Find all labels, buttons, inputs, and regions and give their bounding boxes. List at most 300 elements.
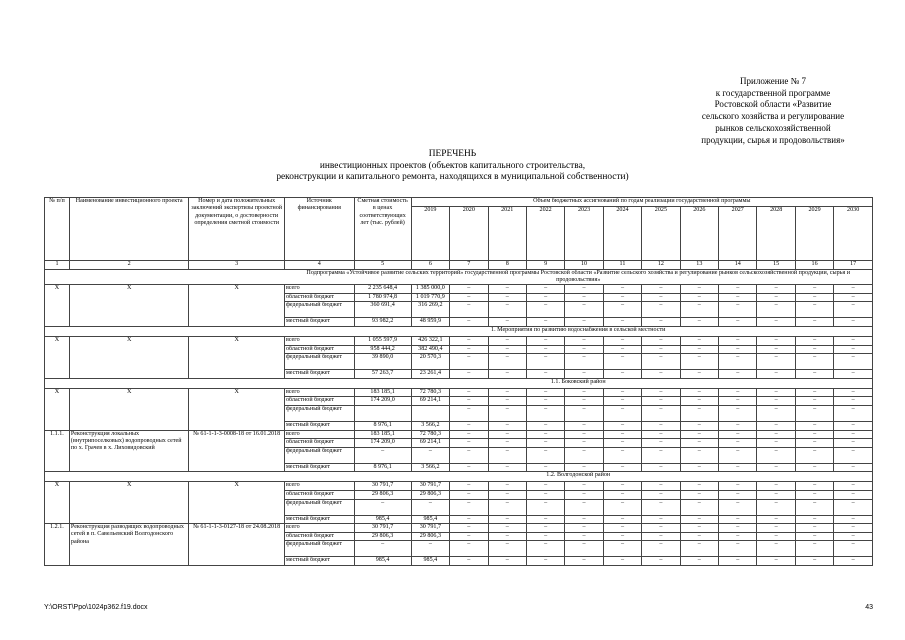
budget-year-value: – bbox=[603, 318, 641, 327]
budget-year-value: – bbox=[450, 490, 488, 499]
budget-year-value: – bbox=[719, 463, 757, 472]
budget-year-value: – bbox=[795, 482, 833, 491]
budget-year-value: – bbox=[565, 336, 603, 345]
budget-year-value: – bbox=[450, 532, 488, 541]
budget-year-value: – bbox=[795, 302, 833, 318]
estimated-cost: 93 982,2 bbox=[354, 318, 411, 327]
funding-source: всего bbox=[284, 336, 354, 345]
budget-year-value: – bbox=[565, 447, 603, 463]
budget-year-value: – bbox=[603, 541, 641, 557]
budget-year-value: – bbox=[757, 302, 795, 318]
section-title-row bbox=[45, 269, 873, 285]
funding-source: областной бюджет bbox=[284, 397, 354, 406]
budget-year-value: – bbox=[526, 285, 564, 294]
budget-year-value: – bbox=[450, 515, 488, 524]
budget-year-value: – bbox=[834, 482, 873, 491]
budget-year-value: – bbox=[526, 447, 564, 463]
budget-year-value: – bbox=[719, 499, 757, 515]
budget-2019: – bbox=[411, 541, 449, 557]
budget-year-value: – bbox=[603, 490, 641, 499]
budget-year-value: – bbox=[488, 318, 526, 327]
section-title-spacer bbox=[45, 378, 285, 388]
estimated-cost: 57 263,7 bbox=[354, 370, 411, 379]
budget-year-value: – bbox=[488, 397, 526, 406]
budget-year-value: – bbox=[488, 370, 526, 379]
budget-year-value: – bbox=[526, 541, 564, 557]
funding-source: местный бюджет bbox=[284, 318, 354, 327]
budget-year-value: – bbox=[642, 354, 680, 370]
budget-year-value: – bbox=[719, 439, 757, 448]
budget-year-value: – bbox=[680, 318, 718, 327]
section-title-row bbox=[45, 378, 873, 388]
budget-year-value: – bbox=[603, 499, 641, 515]
budget-year-value: – bbox=[603, 293, 641, 302]
section-title: 1.2. Волгодонской район bbox=[284, 472, 872, 482]
budget-year-value: – bbox=[526, 430, 564, 439]
document-heading bbox=[0, 149, 905, 184]
budget-year-value: – bbox=[565, 515, 603, 524]
budget-year-value: – bbox=[680, 285, 718, 294]
funding-source: всего bbox=[284, 430, 354, 439]
budget-year-value: – bbox=[642, 482, 680, 491]
budget-year-value: – bbox=[757, 482, 795, 491]
budget-year-value: – bbox=[642, 541, 680, 557]
budget-year-value: – bbox=[680, 336, 718, 345]
appendix-note bbox=[640, 76, 905, 146]
budget-year-value: – bbox=[719, 370, 757, 379]
budget-year-value: – bbox=[834, 405, 873, 421]
expertise-conclusion: № 61-1-1-3-0008-18 от 16.01.2018 bbox=[189, 430, 285, 472]
project-number: 1.2.1. bbox=[45, 524, 70, 566]
budget-year-value: – bbox=[526, 557, 564, 566]
budget-year-value: – bbox=[757, 421, 795, 430]
budget-year-value: – bbox=[603, 532, 641, 541]
budget-year-value: – bbox=[450, 354, 488, 370]
budget-year-value: – bbox=[834, 397, 873, 406]
budget-year-value: – bbox=[488, 557, 526, 566]
budget-year-value: – bbox=[757, 524, 795, 533]
appendix-line: продукции, сырья и продовольствия» bbox=[701, 134, 845, 145]
investment-projects-table bbox=[44, 197, 873, 584]
budget-year-value: – bbox=[719, 302, 757, 318]
budget-year-value: – bbox=[565, 345, 603, 354]
budget-year-value: – bbox=[526, 354, 564, 370]
estimated-cost: 183 185,1 bbox=[354, 388, 411, 397]
header-year: 2024 bbox=[603, 207, 641, 261]
budget-year-value: – bbox=[450, 318, 488, 327]
budget-2019: 30 791,7 bbox=[411, 524, 449, 533]
heading-line: ПЕРЕЧЕНЬ bbox=[428, 149, 477, 159]
budget-2019: 3 566,2 bbox=[411, 421, 449, 430]
header-project-name: Наименование инвестиционного проекта bbox=[69, 198, 188, 261]
budget-year-value: – bbox=[450, 541, 488, 557]
budget-year-value: – bbox=[488, 482, 526, 491]
budget-year-value: – bbox=[565, 557, 603, 566]
budget-2019: 20 570,3 bbox=[411, 354, 449, 370]
budget-year-value: – bbox=[450, 302, 488, 318]
budget-year-value: – bbox=[603, 370, 641, 379]
estimated-cost: 360 691,4 bbox=[354, 302, 411, 318]
budget-year-value: – bbox=[603, 557, 641, 566]
budget-year-value: – bbox=[526, 490, 564, 499]
estimated-cost: 1 055 597,9 bbox=[354, 336, 411, 345]
budget-year-value: – bbox=[642, 430, 680, 439]
budget-year-value: – bbox=[450, 524, 488, 533]
budget-year-value: – bbox=[795, 293, 833, 302]
budget-year-value: – bbox=[834, 302, 873, 318]
budget-year-value: – bbox=[680, 439, 718, 448]
budget-year-value: – bbox=[488, 405, 526, 421]
column-number: 1 bbox=[45, 261, 70, 270]
budget-2019: 316 269,2 bbox=[411, 302, 449, 318]
budget-year-value: – bbox=[719, 482, 757, 491]
budget-year-value: – bbox=[565, 430, 603, 439]
estimated-cost bbox=[354, 405, 411, 421]
project-name: Реконструкция разводящих водопроводных сетей в п. Савельевский Волгодонского района bbox=[69, 524, 188, 566]
budget-year-value: – bbox=[795, 370, 833, 379]
budget-2019 bbox=[411, 405, 449, 421]
budget-year-value: – bbox=[526, 318, 564, 327]
budget-year-value: – bbox=[565, 421, 603, 430]
budget-year-value: – bbox=[680, 499, 718, 515]
funding-source: областной бюджет bbox=[284, 345, 354, 354]
budget-year-value: – bbox=[450, 482, 488, 491]
budget-year-value: – bbox=[680, 532, 718, 541]
budget-year-value: – bbox=[757, 515, 795, 524]
expertise-conclusion: Х bbox=[189, 388, 285, 430]
column-number: 14 bbox=[719, 261, 757, 270]
project-name: Х bbox=[69, 285, 188, 327]
budget-year-value: – bbox=[603, 345, 641, 354]
funding-source: местный бюджет bbox=[284, 421, 354, 430]
budget-year-value: – bbox=[642, 405, 680, 421]
budget-year-value: – bbox=[603, 285, 641, 294]
budget-year-value: – bbox=[603, 524, 641, 533]
budget-year-value: – bbox=[834, 421, 873, 430]
budget-year-value: – bbox=[719, 405, 757, 421]
budget-year-value: – bbox=[488, 532, 526, 541]
budget-year-value: – bbox=[757, 557, 795, 566]
column-number: 15 bbox=[757, 261, 795, 270]
budget-year-value: – bbox=[719, 430, 757, 439]
budget-year-value: – bbox=[488, 524, 526, 533]
budget-year-value: – bbox=[757, 439, 795, 448]
budget-year-value: – bbox=[488, 293, 526, 302]
estimated-cost: 985,4 bbox=[354, 515, 411, 524]
column-number: 7 bbox=[450, 261, 488, 270]
budget-year-value: – bbox=[680, 524, 718, 533]
budget-year-value: – bbox=[526, 397, 564, 406]
budget-year-value: – bbox=[565, 285, 603, 294]
estimated-cost: 183 185,1 bbox=[354, 430, 411, 439]
column-number: 10 bbox=[565, 261, 603, 270]
table-row bbox=[45, 482, 873, 491]
heading-line: реконструкции и капитального ремонта, находящихся в муниципальной собственности) bbox=[276, 172, 629, 183]
table-row bbox=[45, 336, 873, 345]
budget-year-value: – bbox=[834, 345, 873, 354]
funding-source: федеральный бюджет bbox=[284, 541, 354, 557]
budget-year-value: – bbox=[795, 499, 833, 515]
budget-year-value: – bbox=[834, 318, 873, 327]
funding-source: областной бюджет bbox=[284, 532, 354, 541]
table-row bbox=[45, 388, 873, 397]
estimated-cost: 174 209,0 bbox=[354, 439, 411, 448]
budget-year-value: – bbox=[757, 293, 795, 302]
column-number: 9 bbox=[526, 261, 564, 270]
budget-year-value: – bbox=[450, 430, 488, 439]
budget-year-value: – bbox=[642, 524, 680, 533]
project-number: Х bbox=[45, 388, 70, 430]
budget-year-value: – bbox=[834, 524, 873, 533]
expertise-conclusion: Х bbox=[189, 482, 285, 524]
header-cost: Сметная стоимость в ценах соответствующих лет (тыс. рублей) bbox=[354, 198, 411, 261]
budget-year-value: – bbox=[603, 354, 641, 370]
budget-2019: – bbox=[411, 447, 449, 463]
budget-year-value: – bbox=[565, 524, 603, 533]
column-number: 3 bbox=[189, 261, 285, 270]
budget-year-value: – bbox=[719, 397, 757, 406]
budget-year-value: – bbox=[680, 370, 718, 379]
budget-2019: – bbox=[411, 499, 449, 515]
budget-year-value: – bbox=[450, 370, 488, 379]
column-number: 6 bbox=[411, 261, 449, 270]
project-name: Реконструкция локальных (внутрипоселковых) водопроводных сетей по х. Грачев в х. Лиховидовский bbox=[69, 430, 188, 472]
budget-year-value: – bbox=[757, 354, 795, 370]
budget-year-value: – bbox=[719, 447, 757, 463]
budget-year-value: – bbox=[488, 463, 526, 472]
budget-year-value: – bbox=[526, 388, 564, 397]
budget-year-value: – bbox=[834, 541, 873, 557]
appendix-line: сельского хозяйства и регулирование bbox=[701, 111, 845, 122]
budget-year-value: – bbox=[719, 515, 757, 524]
budget-year-value: – bbox=[642, 490, 680, 499]
estimated-cost: – bbox=[354, 541, 411, 557]
estimated-cost: 30 791,7 bbox=[354, 524, 411, 533]
header-year: 2028 bbox=[757, 207, 795, 261]
budget-year-value: – bbox=[603, 336, 641, 345]
budget-year-value: – bbox=[680, 430, 718, 439]
budget-year-value: – bbox=[834, 463, 873, 472]
budget-year-value: – bbox=[642, 515, 680, 524]
budget-year-value: – bbox=[526, 336, 564, 345]
budget-year-value: – bbox=[680, 557, 718, 566]
budget-year-value: – bbox=[642, 463, 680, 472]
project-name: Х bbox=[69, 388, 188, 430]
budget-year-value: – bbox=[680, 515, 718, 524]
table-row bbox=[45, 524, 873, 533]
budget-year-value: – bbox=[642, 439, 680, 448]
budget-year-value: – bbox=[488, 490, 526, 499]
budget-year-value: – bbox=[488, 302, 526, 318]
funding-source: федеральный бюджет bbox=[284, 405, 354, 421]
budget-year-value: – bbox=[450, 439, 488, 448]
budget-year-value: – bbox=[488, 354, 526, 370]
budget-year-value: – bbox=[834, 388, 873, 397]
budget-year-value: – bbox=[757, 397, 795, 406]
budget-year-value: – bbox=[795, 515, 833, 524]
budget-year-value: – bbox=[795, 345, 833, 354]
estimated-cost: 8 976,1 bbox=[354, 463, 411, 472]
budget-2019: 72 780,3 bbox=[411, 430, 449, 439]
project-number: Х bbox=[45, 482, 70, 524]
budget-year-value: – bbox=[680, 421, 718, 430]
budget-year-value: – bbox=[450, 397, 488, 406]
budget-year-value: – bbox=[526, 515, 564, 524]
budget-year-value: – bbox=[488, 285, 526, 294]
estimated-cost: 29 806,3 bbox=[354, 532, 411, 541]
budget-year-value: – bbox=[795, 430, 833, 439]
budget-year-value: – bbox=[795, 439, 833, 448]
budget-2019: 23 261,4 bbox=[411, 370, 449, 379]
budget-year-value: – bbox=[565, 405, 603, 421]
estimated-cost: – bbox=[354, 499, 411, 515]
budget-year-value: – bbox=[565, 293, 603, 302]
estimated-cost: – bbox=[354, 447, 411, 463]
budget-year-value: – bbox=[642, 397, 680, 406]
budget-year-value: – bbox=[757, 447, 795, 463]
expertise-conclusion: Х bbox=[189, 285, 285, 327]
budget-year-value: – bbox=[603, 421, 641, 430]
budget-year-value: – bbox=[642, 388, 680, 397]
budget-year-value: – bbox=[834, 490, 873, 499]
budget-year-value: – bbox=[642, 302, 680, 318]
budget-year-value: – bbox=[642, 532, 680, 541]
column-numbers-row bbox=[45, 261, 873, 270]
budget-year-value: – bbox=[834, 293, 873, 302]
budget-year-value: – bbox=[603, 515, 641, 524]
project-number: Х bbox=[45, 336, 70, 378]
budget-year-value: – bbox=[834, 447, 873, 463]
budget-year-value: – bbox=[603, 388, 641, 397]
estimated-cost: 39 890,0 bbox=[354, 354, 411, 370]
budget-year-value: – bbox=[757, 463, 795, 472]
budget-year-value: – bbox=[719, 524, 757, 533]
budget-year-value: – bbox=[834, 515, 873, 524]
header-expertise: Номер и дата положительных заключений экспертизы проектной документации, о достоверности определения сметной стоимости bbox=[189, 198, 285, 261]
budget-2019: 382 490,4 bbox=[411, 345, 449, 354]
budget-year-value: – bbox=[795, 463, 833, 472]
header-year: 2021 bbox=[488, 207, 526, 261]
funding-source: местный бюджет bbox=[284, 515, 354, 524]
budget-year-value: – bbox=[450, 345, 488, 354]
budget-year-value: – bbox=[642, 557, 680, 566]
budget-year-value: – bbox=[565, 439, 603, 448]
budget-year-value: – bbox=[526, 293, 564, 302]
funding-source: всего bbox=[284, 285, 354, 294]
estimated-cost: 1 780 974,8 bbox=[354, 293, 411, 302]
budget-year-value: – bbox=[603, 405, 641, 421]
budget-year-value: – bbox=[642, 318, 680, 327]
budget-year-value: – bbox=[565, 532, 603, 541]
budget-year-value: – bbox=[834, 285, 873, 294]
estimated-cost: 2 235 648,4 bbox=[354, 285, 411, 294]
column-number: 5 bbox=[354, 261, 411, 270]
budget-year-value: – bbox=[834, 557, 873, 566]
budget-year-value: – bbox=[488, 388, 526, 397]
budget-2019: 1 385 000,0 bbox=[411, 285, 449, 294]
budget-year-value: – bbox=[526, 482, 564, 491]
budget-year-value: – bbox=[834, 336, 873, 345]
budget-year-value: – bbox=[680, 397, 718, 406]
budget-year-value: – bbox=[719, 557, 757, 566]
budget-year-value: – bbox=[719, 532, 757, 541]
budget-year-value: – bbox=[834, 532, 873, 541]
budget-year-value: – bbox=[795, 285, 833, 294]
budget-year-value: – bbox=[603, 482, 641, 491]
funding-source: федеральный бюджет bbox=[284, 499, 354, 515]
funding-source: областной бюджет bbox=[284, 439, 354, 448]
budget-year-value: – bbox=[719, 388, 757, 397]
budget-year-value: – bbox=[757, 370, 795, 379]
budget-year-value: – bbox=[565, 499, 603, 515]
file-path: Y:\ORST\Ppo\1024p362.f19.docx bbox=[44, 604, 148, 611]
budget-year-value: – bbox=[488, 345, 526, 354]
column-number: 4 bbox=[284, 261, 354, 270]
appendix-line: к государственной программе bbox=[715, 87, 831, 98]
budget-year-value: – bbox=[795, 490, 833, 499]
budget-year-value: – bbox=[757, 285, 795, 294]
budget-year-value: – bbox=[450, 499, 488, 515]
budget-year-value: – bbox=[603, 302, 641, 318]
budget-year-value: – bbox=[680, 345, 718, 354]
column-number: 13 bbox=[680, 261, 718, 270]
budget-year-value: – bbox=[757, 405, 795, 421]
budget-year-value: – bbox=[680, 541, 718, 557]
budget-year-value: – bbox=[795, 421, 833, 430]
budget-year-value: – bbox=[680, 463, 718, 472]
estimated-cost: 30 791,7 bbox=[354, 482, 411, 491]
budget-year-value: – bbox=[603, 397, 641, 406]
budget-2019: 30 791,7 bbox=[411, 482, 449, 491]
budget-year-value: – bbox=[603, 463, 641, 472]
budget-year-value: – bbox=[795, 524, 833, 533]
budget-2019: 29 806,3 bbox=[411, 532, 449, 541]
section-title: 1.1. Боковский район bbox=[284, 378, 872, 388]
budget-year-value: – bbox=[642, 499, 680, 515]
budget-2019: 72 780,3 bbox=[411, 388, 449, 397]
header-year: 2030 bbox=[834, 207, 873, 261]
budget-year-value: – bbox=[719, 318, 757, 327]
budget-year-value: – bbox=[680, 405, 718, 421]
header-row bbox=[45, 198, 873, 207]
expertise-conclusion: Х bbox=[189, 336, 285, 378]
budget-year-value: – bbox=[450, 421, 488, 430]
column-number: 8 bbox=[488, 261, 526, 270]
budget-year-value: – bbox=[565, 302, 603, 318]
budget-year-value: – bbox=[565, 370, 603, 379]
funding-source: областной бюджет bbox=[284, 293, 354, 302]
budget-year-value: – bbox=[795, 318, 833, 327]
funding-source: федеральный бюджет bbox=[284, 354, 354, 370]
budget-year-value: – bbox=[719, 421, 757, 430]
estimated-cost: 958 444,2 bbox=[354, 345, 411, 354]
budget-year-value: – bbox=[719, 293, 757, 302]
budget-year-value: – bbox=[450, 388, 488, 397]
budget-year-value: – bbox=[565, 463, 603, 472]
header-year: 2020 bbox=[450, 207, 488, 261]
budget-year-value: – bbox=[719, 541, 757, 557]
budget-year-value: – bbox=[450, 405, 488, 421]
project-number: Х bbox=[45, 285, 70, 327]
budget-year-value: – bbox=[450, 463, 488, 472]
appendix-line: рынков сельскохозяйственной bbox=[715, 122, 831, 133]
budget-year-value: – bbox=[642, 336, 680, 345]
budget-year-value: – bbox=[488, 430, 526, 439]
budget-year-value: – bbox=[757, 336, 795, 345]
budget-year-value: – bbox=[795, 532, 833, 541]
funding-source: всего bbox=[284, 388, 354, 397]
funding-source: всего bbox=[284, 482, 354, 491]
